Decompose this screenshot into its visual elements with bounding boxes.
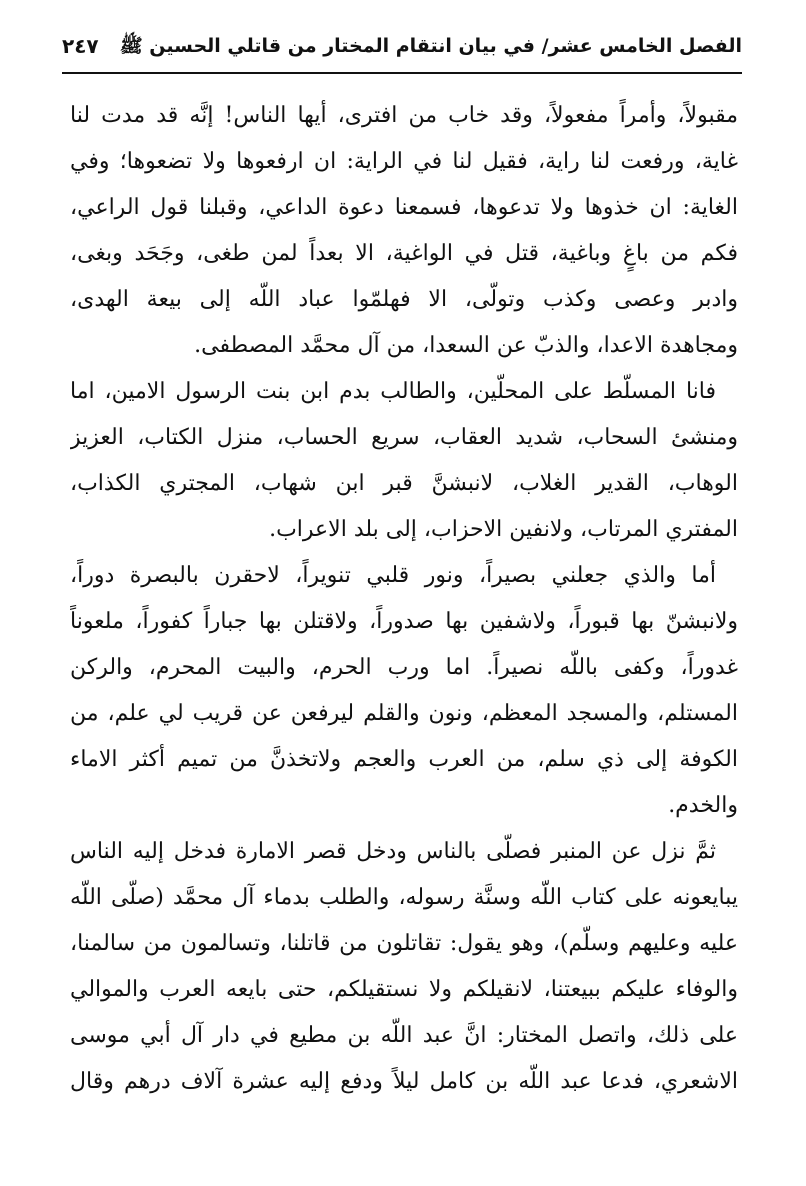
text-line: المفتري المرتاب، ولانفين الاحزاب، إلى بلد الاعراب.: [269, 517, 738, 542]
text-line: عليه وعليهم وسلّم)، وهو يقول: تقاتلون من قاتلنا، وتسالمون من سالمنا،: [70, 931, 738, 956]
text-line: الاشعري، فدعا عبد اللّه بن كامل ليلاً ودفع إليه عشرة آلاف درهم وقال: [70, 1069, 738, 1094]
text-line: ومنشئ السحاب، شديد العقاب، سريع الحساب، منزل الكتاب، العزيز: [70, 425, 738, 450]
running-head: الفصل الخامس عشر/ في بيان انتقام المختار من قاتلي الحسين ﷺ: [119, 35, 742, 57]
header-rule: [62, 72, 742, 74]
text-line: الكوفة إلى ذي سلم، من العرب والعجم ولاتخذنَّ من تميم أكثر الاماء: [70, 747, 738, 772]
text-line: فانا المسلّط على المحلّين، والطالب بدم ابن بنت الرسول الامين، اما: [70, 379, 716, 404]
page-number: ٢٤٧: [62, 34, 99, 58]
body-text: [70, 93, 738, 1105]
text-line: غدوراً، وكفى باللّه نصيراً. اما ورب الحرم، والبيت المحرم، والركن: [70, 655, 738, 680]
text-line: وادبر وعصى وكذب وتولّى، الا فهلمّوا عباد اللّه إلى بيعة الهدى،: [70, 287, 738, 312]
text-line: غاية، ورفعت لنا راية، فقيل لنا في الراية: ان ارفعوها ولا تضعوها؛ وفي: [70, 149, 738, 174]
text-line: يبايعونه على كتاب اللّه وسنَّة رسوله، والطلب بدماء آل محمَّد (صلّى اللّه: [70, 885, 738, 910]
page-header: [62, 30, 742, 70]
paragraph: [70, 829, 738, 1105]
text-line: الوهاب، القدير الغلاب، لانبشنَّ قبر ابن شهاب، المجتري الكذاب،: [70, 471, 738, 496]
text-line: ولانبشنّ بها قبوراً، ولاشفين بها صدوراً، ولاقتلن بها جباراً كفوراً، ملعوناً: [70, 609, 738, 634]
text-line: مقبولاً، وأمراً مفعولاً، وقد خاب من افترى، أيها الناس! إنَّه قد مدت لنا: [70, 103, 738, 128]
text-line: المستلم، والمسجد المعظم، ونون والقلم ليرفعن عن قريب لي علم، من: [70, 701, 738, 726]
text-line: والوفاء عليكم ببيعتنا، لانقيلكم ولا نستقيلكم، حتى بايعه العرب والموالي: [70, 977, 738, 1002]
text-line: ثمَّ نزل عن المنبر فصلّى بالناس ودخل قصر الامارة فدخل إليه الناس: [70, 839, 717, 864]
text-line: على ذلك، واتصل المختار: انَّ عبد اللّه بن مطيع في دار آل أبي موسى: [70, 1023, 738, 1048]
paragraph: [70, 93, 738, 369]
text-line: أما والذي جعلني بصيراً، ونور قلبي تنويراً، لاحقرن بالبصرة دوراً،: [70, 563, 716, 588]
paragraph: [70, 369, 738, 553]
text-line: ومجاهدة الاعدا، والذبّ عن السعدا، من آل محمَّد المصطفى.: [194, 333, 738, 358]
text-line: الغاية: ان خذوها ولا تدعوها، فسمعنا دعوة الداعي، وقبلنا قول الراعي،: [70, 195, 738, 220]
text-line: فكم من باغٍ وباغية، قتل في الواغية، الا بعداً لمن طغى، وجَحَد وبغى،: [70, 241, 738, 266]
text-line: والخدم.: [668, 793, 738, 818]
paragraph: [70, 553, 738, 829]
